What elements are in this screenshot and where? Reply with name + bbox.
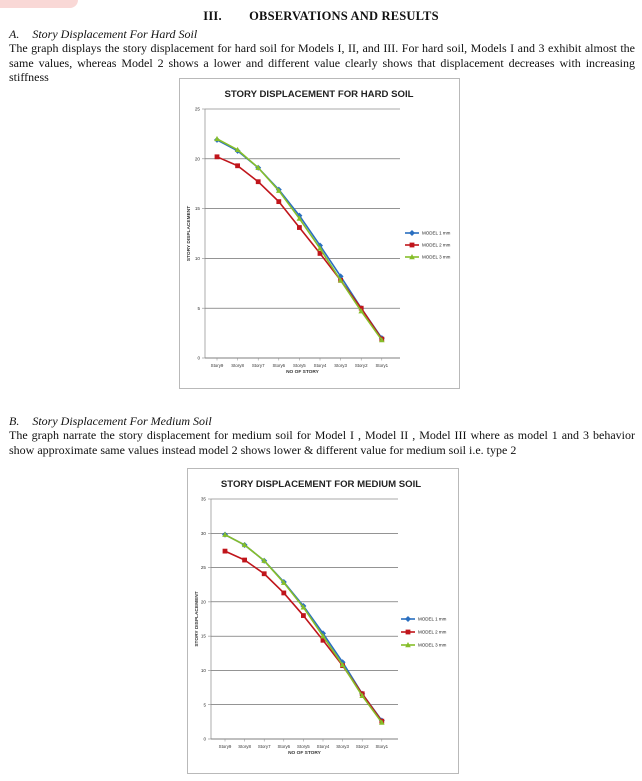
section-title: OBSERVATIONS AND RESULTS (249, 9, 439, 23)
y-tick-label: 5 (197, 305, 200, 311)
x-tick-label: Story1 (375, 363, 389, 368)
paragraph-medium-soil: The graph narrate the story displacement for medium soil for Model I , Model II , Model III where as model 1 and 3 behavior show approximate same values instead model 2 shows lower & different value for medium soil i.e. type 2 (9, 428, 635, 457)
x-tick-label: Story8 (238, 744, 251, 749)
x-tick-label: Story4 (316, 744, 330, 749)
data-point-model-3 (214, 136, 220, 141)
figure-medium-soil-chart (187, 468, 459, 774)
y-tick-label: 15 (194, 206, 200, 212)
chart-title: STORY DISPLACEMENT FOR MEDIUM SOIL (220, 479, 422, 490)
legend-swatch-marker (406, 630, 411, 635)
x-tick-label: Story6 (272, 363, 286, 368)
data-point-model-2 (276, 199, 281, 204)
x-tick-label: Story2 (354, 363, 368, 368)
x-tick-label: Story4 (313, 363, 327, 368)
y-tick-label: 35 (200, 496, 206, 502)
data-point-model-2 (262, 571, 267, 576)
legend-label: MODEL 3 mm (418, 642, 447, 648)
y-tick-label: 20 (194, 156, 200, 162)
data-point-model-2 (256, 179, 261, 184)
data-point-model-2 (301, 613, 306, 618)
x-tick-label: Story5 (293, 363, 306, 368)
data-point-model-2 (235, 163, 240, 168)
y-tick-label: 5 (203, 702, 206, 708)
legend-label: MODEL 1 mm (422, 230, 451, 236)
y-tick-label: 25 (200, 565, 206, 571)
data-point-model-2 (281, 591, 286, 596)
subsection-letter: A. (9, 27, 20, 41)
x-tick-label: Story7 (251, 363, 265, 368)
x-axis-title: NO OF STORY (288, 751, 321, 756)
x-tick-label: Story8 (231, 363, 244, 368)
figure-hard-soil-chart (179, 78, 460, 389)
legend-swatch-marker (405, 616, 411, 622)
y-tick-label: 25 (194, 106, 200, 112)
subsection-title: Story Displacement For Medium Soil (32, 414, 212, 428)
y-tick-label: 0 (203, 736, 206, 742)
x-tick-label: Story7 (257, 744, 271, 749)
data-point-model-2 (242, 558, 247, 563)
x-tick-label: Story1 (375, 744, 389, 749)
decorative-corner-mark (0, 0, 78, 8)
x-tick-label: Story2 (355, 744, 369, 749)
section-number: III. (203, 9, 222, 23)
legend-label: MODEL 1 mm (418, 616, 447, 622)
hard-soil-line-chart (180, 79, 459, 388)
paragraph-hard-soil: The graph displays the story displacement for hard soil for Models I, II, and III. For hard soil, Models I and 3 exhibit almost the same values, whereas Model 2 shows a lower and different value clearly shows that displacement decreases with increasing stiffness (9, 41, 635, 84)
y-tick-label: 30 (200, 530, 206, 536)
y-axis-title: STORY DISPLACEMENT (187, 205, 192, 262)
y-tick-label: 15 (200, 633, 206, 639)
legend-label: MODEL 2 mm (422, 242, 451, 248)
y-axis-title: STORY DISPLACEMENT (195, 591, 200, 647)
x-tick-label: Story3 (334, 363, 347, 368)
chart-title: STORY DISPLACEMENT FOR HARD SOIL (224, 89, 414, 100)
data-point-model-2 (215, 154, 220, 159)
y-tick-label: 0 (197, 355, 200, 361)
subsection-letter: B. (9, 414, 20, 428)
y-tick-label: 10 (194, 256, 200, 261)
x-tick-label: Story3 (336, 744, 349, 749)
subsection-heading-medium-soil (9, 414, 212, 429)
legend-swatch-marker (409, 230, 415, 236)
legend-swatch-marker (410, 243, 415, 248)
data-point-model-2 (297, 225, 302, 230)
subsection-heading-hard-soil (9, 27, 197, 42)
y-tick-label: 10 (200, 668, 206, 674)
legend-label: MODEL 3 mm (422, 254, 451, 260)
legend-label: MODEL 2 mm (418, 629, 447, 635)
x-tick-label: Story9 (210, 363, 224, 368)
medium-soil-line-chart (188, 469, 458, 773)
x-tick-label: Story5 (297, 744, 310, 749)
x-axis-title: NO OF STORY (286, 370, 319, 375)
subsection-title: Story Displacement For Hard Soil (32, 27, 198, 41)
data-point-model-2 (223, 549, 228, 554)
section-heading (0, 9, 642, 24)
series-line-model-2 (217, 157, 382, 339)
y-tick-label: 20 (200, 599, 206, 605)
x-tick-label: Story6 (277, 744, 291, 749)
x-tick-label: Story9 (218, 744, 232, 749)
